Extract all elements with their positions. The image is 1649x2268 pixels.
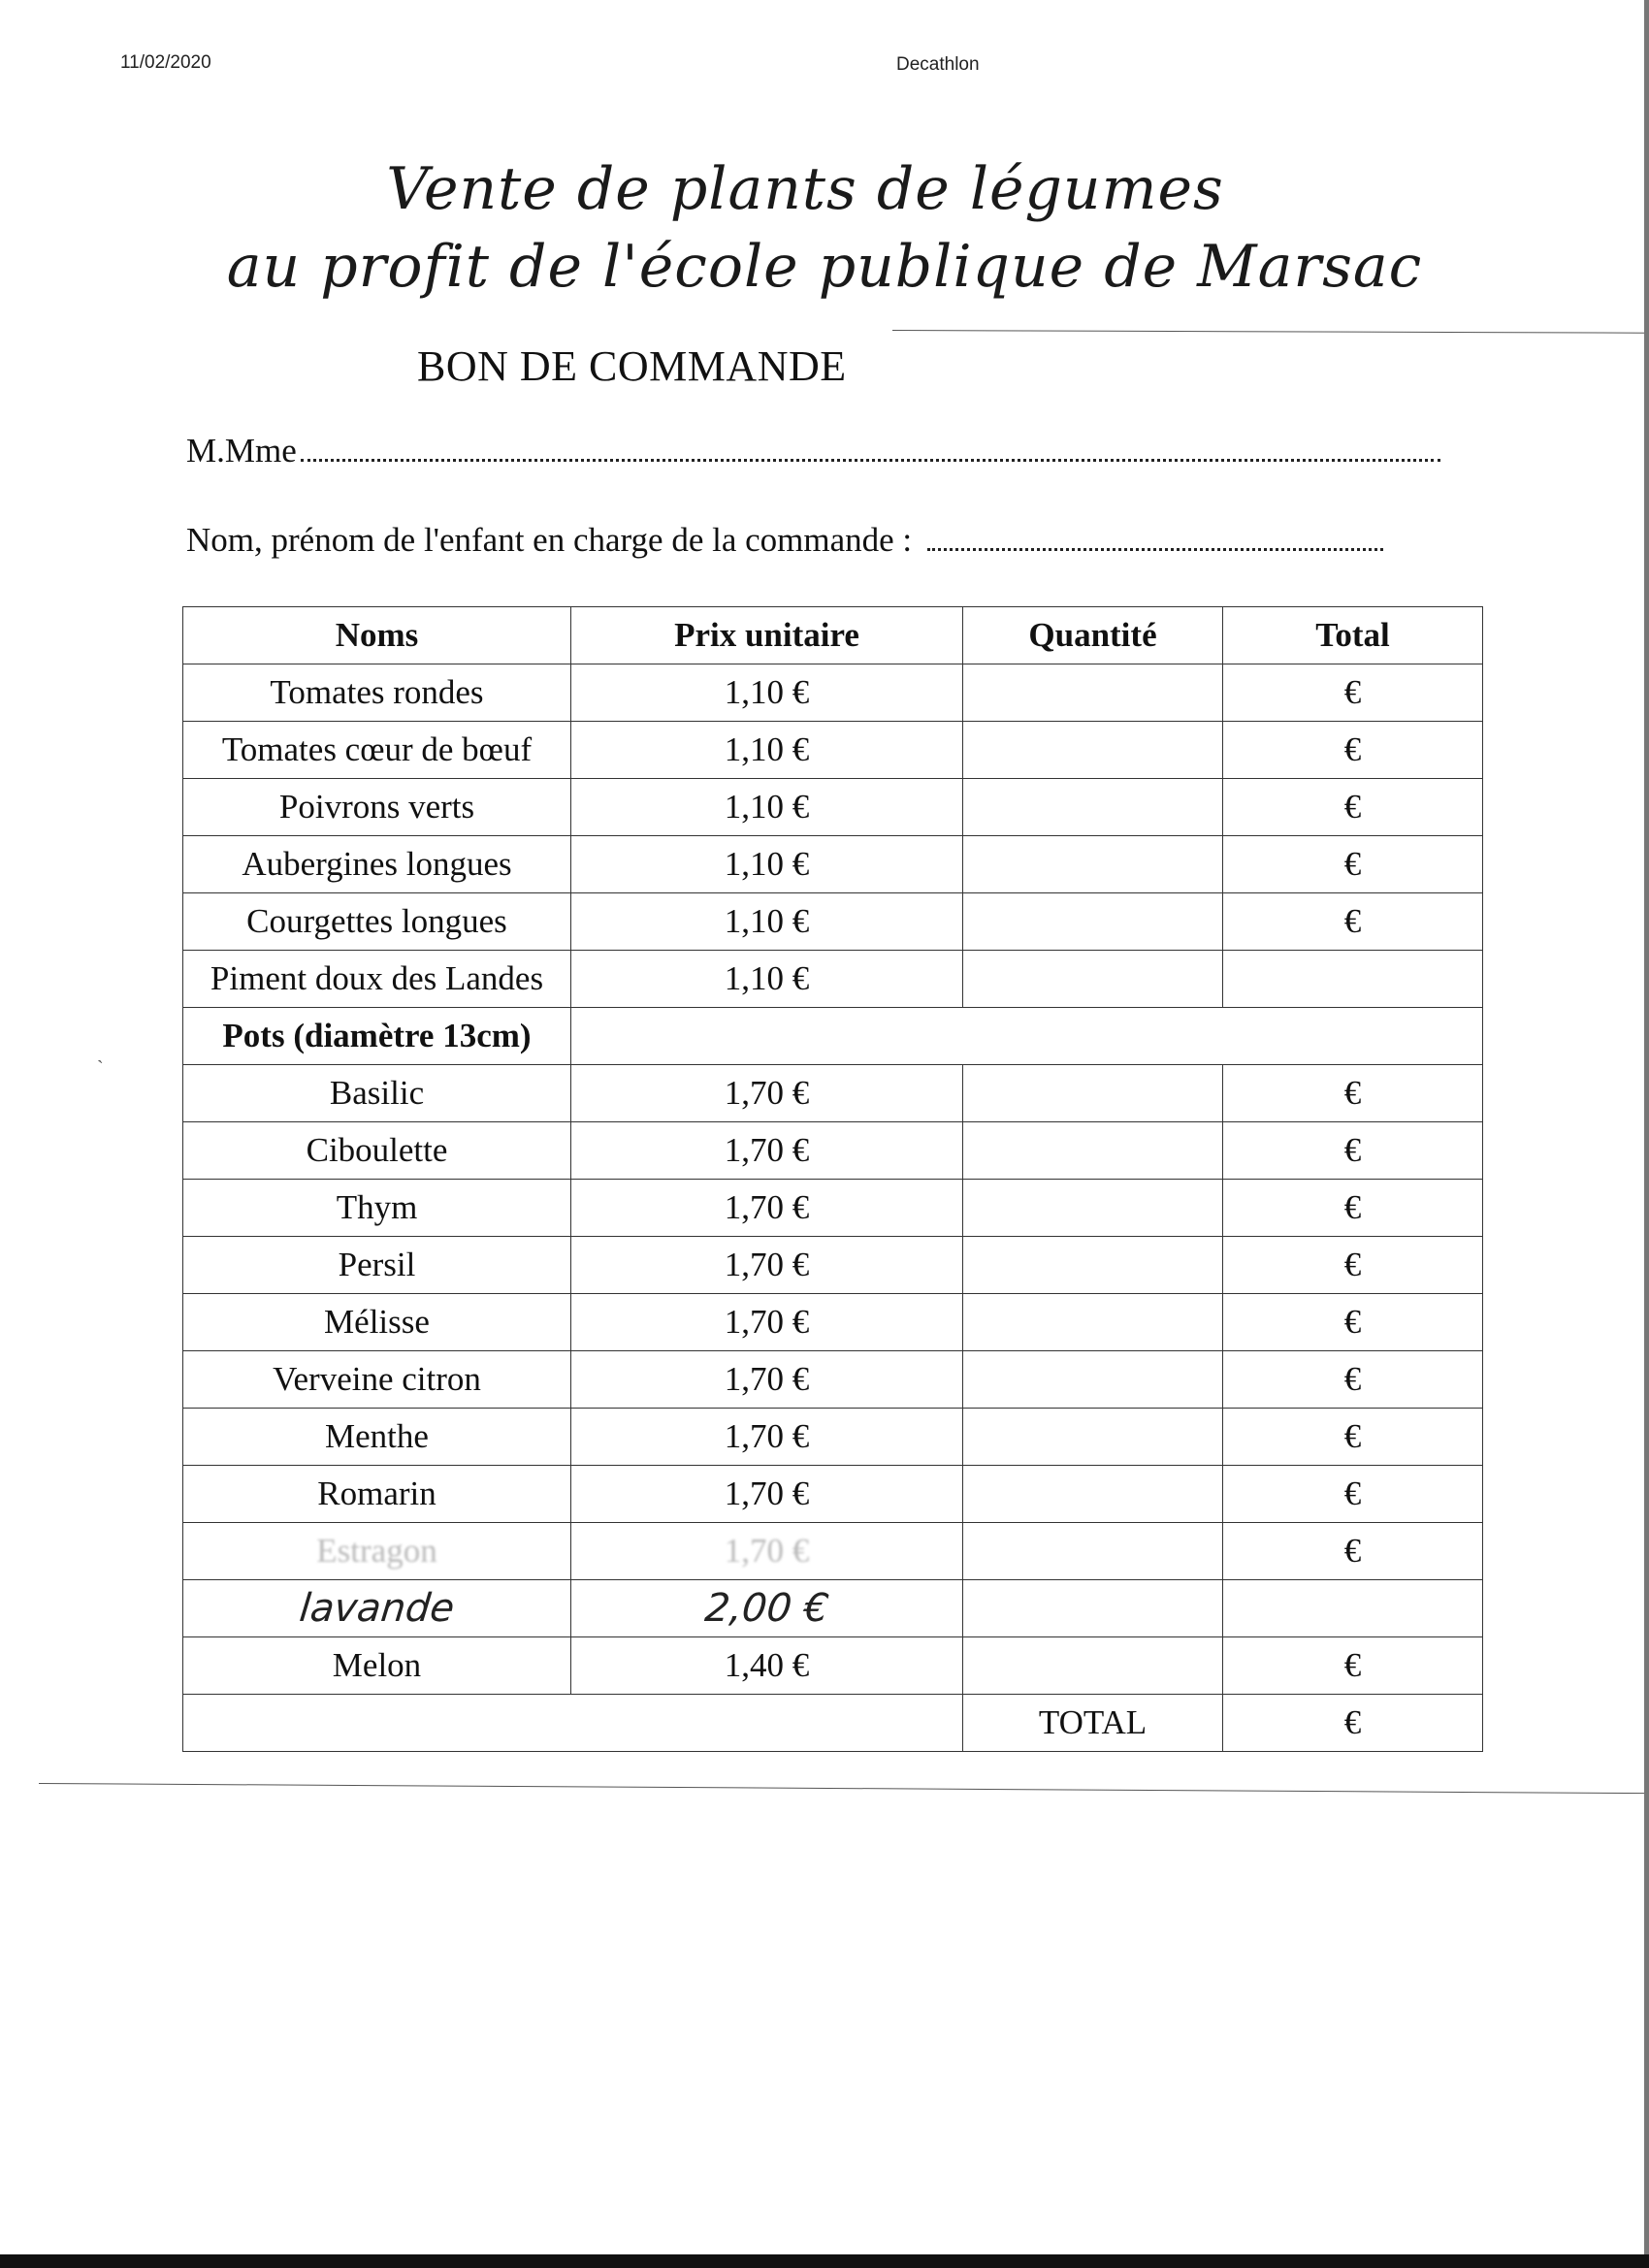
table-row [183,1122,1483,1180]
child-name-label: Nom, prénom de l'enfant en charge de la commande : [186,521,913,559]
grand-total-row [183,1695,1483,1752]
section-title: Pots (diamètre 13cm) [183,1008,571,1065]
grand-total-cell[interactable]: € [1223,1695,1483,1752]
item-total-cell[interactable]: € [1223,1180,1483,1237]
item-total-cell[interactable]: € [1223,1122,1483,1180]
item-quantity-cell[interactable] [963,1409,1223,1466]
item-total-cell[interactable]: € [1223,664,1483,722]
erased-item-price: 1,70 € [724,1532,810,1570]
item-quantity-cell[interactable] [963,779,1223,836]
item-name: Melon [183,1637,571,1695]
handwritten-item-price: 2,00 € [702,1586,831,1631]
item-price: 1,10 € [571,951,963,1008]
item-quantity-cell[interactable] [963,1351,1223,1409]
item-price: 1,70 € [571,1294,963,1351]
item-name: Romarin [183,1466,571,1523]
item-name: Tomates rondes [183,664,571,722]
item-price [571,1523,963,1580]
item-total-cell[interactable]: € [1223,1294,1483,1351]
scan-edge-right [1644,0,1649,2268]
customer-name-dotted-line[interactable] [301,459,1440,462]
table-row [183,1351,1483,1409]
table-header-row [183,607,1483,664]
item-quantity-cell[interactable] [963,1580,1223,1637]
item-price: 1,10 € [571,836,963,893]
item-name: Aubergines longues [183,836,571,893]
table-row [183,1294,1483,1351]
item-quantity-cell[interactable] [963,1523,1223,1580]
header-quantity: Quantité [963,607,1223,664]
item-price: 1,70 € [571,1409,963,1466]
print-store-name: Decathlon [896,54,980,75]
table-row [183,1237,1483,1294]
table-row [183,722,1483,779]
title-line-1: Vente de plants de légumes [386,155,1224,223]
scan-edge-bottom [0,2254,1649,2268]
item-total-cell[interactable] [1223,951,1483,1008]
section-row-pots [183,1008,1483,1065]
item-quantity-cell[interactable] [963,893,1223,951]
order-form-heading: BON DE COMMANDE [417,342,847,390]
child-name-field[interactable] [186,521,1383,560]
table-row [183,836,1483,893]
header-name: Noms [183,607,571,664]
item-name: Persil [183,1237,571,1294]
item-total-cell[interactable]: € [1223,722,1483,779]
table-row [183,779,1483,836]
table-row [183,1637,1483,1695]
item-quantity-cell[interactable] [963,1180,1223,1237]
grand-total-spacer [183,1695,963,1752]
item-name: Tomates cœur de bœuf [183,722,571,779]
item-name: Poivrons verts [183,779,571,836]
item-price: 1,70 € [571,1351,963,1409]
item-quantity-cell[interactable] [963,1637,1223,1695]
item-name: Courgettes longues [183,893,571,951]
item-price: 1,70 € [571,1237,963,1294]
item-price: 1,10 € [571,893,963,951]
item-total-cell[interactable]: € [1223,893,1483,951]
customer-name-label: M.Mme [186,432,297,470]
item-price: 1,70 € [571,1065,963,1122]
item-total-cell[interactable]: € [1223,1237,1483,1294]
item-name [183,1523,571,1580]
header-total: Total [1223,607,1483,664]
customer-name-field[interactable] [186,432,1440,470]
item-price: 1,40 € [571,1637,963,1695]
item-name: Ciboulette [183,1122,571,1180]
table-row [183,1409,1483,1466]
page-bottom-rule [39,1783,1649,1794]
item-name: Verveine citron [183,1351,571,1409]
item-name: Basilic [183,1065,571,1122]
handwritten-item-name: lavande [297,1586,457,1631]
item-price: 1,70 € [571,1180,963,1237]
item-quantity-cell[interactable] [963,1122,1223,1180]
item-price [571,1580,963,1637]
item-total-cell[interactable]: € [1223,779,1483,836]
item-quantity-cell[interactable] [963,722,1223,779]
item-name: Piment doux des Landes [183,951,571,1008]
item-price: 1,70 € [571,1122,963,1180]
section-spacer [571,1008,1483,1065]
table-row [183,893,1483,951]
item-total-cell[interactable]: € [1223,836,1483,893]
item-quantity-cell[interactable] [963,951,1223,1008]
table-row [183,1466,1483,1523]
item-price: 1,10 € [571,779,963,836]
item-total-cell[interactable]: € [1223,1523,1483,1580]
item-quantity-cell[interactable] [963,836,1223,893]
item-quantity-cell[interactable] [963,664,1223,722]
item-quantity-cell[interactable] [963,1237,1223,1294]
grand-total-label: TOTAL [963,1695,1223,1752]
item-name: Menthe [183,1409,571,1466]
table-row [183,1180,1483,1237]
item-total-cell[interactable]: € [1223,1065,1483,1122]
title-line-2: au profit de l'école publique de Marsac [226,233,1423,301]
order-table [182,606,1483,1752]
item-total-cell[interactable]: € [1223,1637,1483,1695]
scan-mark: ` [97,1057,104,1079]
item-quantity-cell[interactable] [963,1065,1223,1122]
table-row-erased [183,1523,1483,1580]
table-row-handwritten [183,1580,1483,1637]
item-name: Mélisse [183,1294,571,1351]
table-row [183,664,1483,722]
item-price: 1,10 € [571,722,963,779]
item-total-cell[interactable] [1223,1580,1483,1637]
item-name [183,1580,571,1637]
item-name: Thym [183,1180,571,1237]
item-total-cell[interactable]: € [1223,1409,1483,1466]
header-price: Prix unitaire [571,607,963,664]
print-date: 11/02/2020 [120,52,211,73]
item-total-cell[interactable]: € [1223,1351,1483,1409]
erased-item-name: Estragon [316,1532,437,1570]
table-row [183,951,1483,1008]
table-row [183,1065,1483,1122]
item-quantity-cell[interactable] [963,1466,1223,1523]
title-underline [892,330,1649,334]
item-price: 1,10 € [571,664,963,722]
child-name-dotted-line[interactable] [927,548,1383,551]
item-price: 1,70 € [571,1466,963,1523]
item-total-cell[interactable]: € [1223,1466,1483,1523]
item-quantity-cell[interactable] [963,1294,1223,1351]
